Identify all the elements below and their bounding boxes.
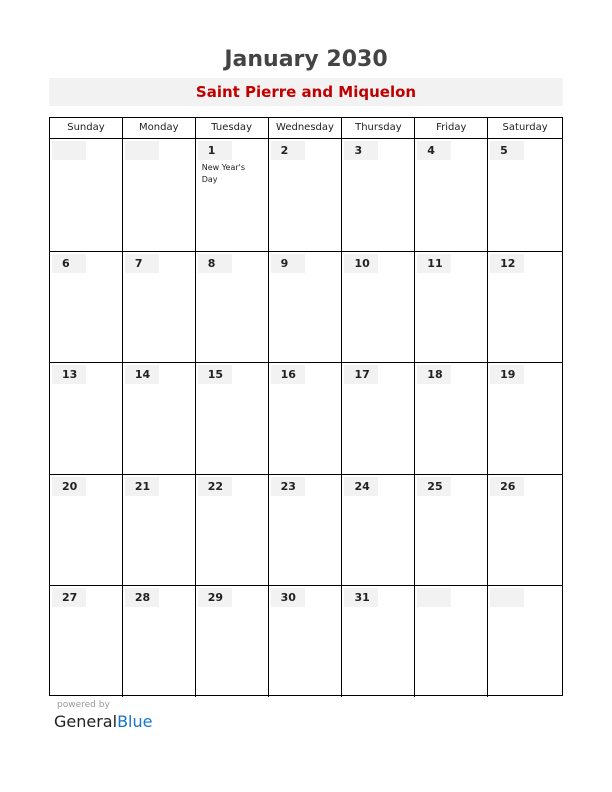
week-row bbox=[50, 139, 562, 251]
page-title: January 2030 bbox=[224, 47, 388, 72]
weekday-header-row bbox=[50, 118, 562, 139]
day-number bbox=[490, 588, 524, 607]
day-number: 15 bbox=[198, 365, 232, 384]
day-cell[interactable] bbox=[341, 252, 414, 363]
day-cell[interactable] bbox=[268, 586, 342, 697]
day-cell[interactable] bbox=[487, 252, 562, 363]
weekday-header: Tuesday bbox=[195, 118, 268, 138]
day-number: 25 bbox=[417, 477, 451, 496]
day-number: 21 bbox=[125, 477, 159, 496]
week-row bbox=[50, 251, 562, 363]
day-number: 1 bbox=[198, 141, 232, 160]
day-number: 10 bbox=[344, 254, 378, 273]
day-number: 6 bbox=[52, 254, 86, 273]
day-cell[interactable] bbox=[122, 252, 195, 363]
day-number: 4 bbox=[417, 141, 451, 160]
day-cell[interactable] bbox=[50, 363, 122, 474]
day-number bbox=[417, 588, 451, 607]
day-number: 9 bbox=[271, 254, 305, 273]
day-cell[interactable] bbox=[268, 252, 342, 363]
day-cell[interactable] bbox=[195, 363, 268, 474]
empty-day-cell bbox=[122, 139, 195, 251]
day-number: 31 bbox=[344, 588, 378, 607]
day-cell[interactable] bbox=[341, 586, 414, 697]
day-cell[interactable] bbox=[195, 475, 268, 586]
brand-blue: Blue bbox=[117, 712, 153, 731]
weekday-header: Saturday bbox=[487, 118, 562, 138]
day-number: 23 bbox=[271, 477, 305, 496]
day-number: 3 bbox=[344, 141, 378, 160]
day-cell[interactable] bbox=[268, 475, 342, 586]
region-band bbox=[49, 78, 563, 106]
empty-day-cell bbox=[414, 586, 487, 697]
day-cell[interactable] bbox=[50, 586, 122, 697]
brand-general: General bbox=[54, 712, 118, 731]
day-number: 8 bbox=[198, 254, 232, 273]
day-cell[interactable] bbox=[122, 475, 195, 586]
day-cell[interactable] bbox=[341, 139, 414, 251]
day-cell[interactable] bbox=[122, 586, 195, 697]
day-cell[interactable] bbox=[414, 139, 487, 251]
empty-day-cell bbox=[487, 586, 562, 697]
powered-by-label: powered by bbox=[57, 700, 110, 710]
week-row bbox=[50, 362, 562, 474]
day-cell[interactable] bbox=[268, 139, 342, 251]
day-cell[interactable] bbox=[414, 363, 487, 474]
day-number: 2 bbox=[271, 141, 305, 160]
week-row bbox=[50, 585, 562, 697]
day-cell[interactable] bbox=[414, 475, 487, 586]
day-number: 17 bbox=[344, 365, 378, 384]
day-number: 16 bbox=[271, 365, 305, 384]
day-number: 5 bbox=[490, 141, 524, 160]
day-number: 19 bbox=[490, 365, 524, 384]
day-cell[interactable] bbox=[487, 475, 562, 586]
day-cell[interactable] bbox=[195, 586, 268, 697]
day-cell[interactable] bbox=[414, 252, 487, 363]
day-number: 27 bbox=[52, 588, 86, 607]
weekday-header: Wednesday bbox=[268, 118, 342, 138]
day-cell[interactable] bbox=[341, 475, 414, 586]
weekday-header: Monday bbox=[122, 118, 195, 138]
day-number: 14 bbox=[125, 365, 159, 384]
weekday-header: Thursday bbox=[341, 118, 414, 138]
day-number: 12 bbox=[490, 254, 524, 273]
day-cell[interactable] bbox=[195, 252, 268, 363]
day-cell[interactable] bbox=[487, 139, 562, 251]
day-cell[interactable] bbox=[122, 363, 195, 474]
brand-logo[interactable] bbox=[54, 712, 152, 731]
day-cell[interactable] bbox=[268, 363, 342, 474]
holiday-label: New Year's Day bbox=[201, 163, 246, 184]
day-number bbox=[125, 141, 159, 160]
day-number bbox=[52, 141, 86, 160]
day-cell[interactable] bbox=[50, 475, 122, 586]
day-number: 13 bbox=[52, 365, 86, 384]
day-number: 11 bbox=[417, 254, 451, 273]
calendar-grid bbox=[49, 117, 563, 696]
day-cell[interactable] bbox=[487, 363, 562, 474]
day-cell[interactable] bbox=[341, 363, 414, 474]
week-row bbox=[50, 474, 562, 586]
day-number: 28 bbox=[125, 588, 159, 607]
day-cell[interactable] bbox=[195, 139, 268, 251]
day-number: 20 bbox=[52, 477, 86, 496]
weekday-header: Sunday bbox=[67, 122, 105, 133]
day-number: 7 bbox=[125, 254, 159, 273]
weeks-container bbox=[50, 139, 562, 697]
region-name: Saint Pierre and Miquelon bbox=[195, 83, 417, 101]
day-number: 22 bbox=[198, 477, 232, 496]
day-number: 30 bbox=[271, 588, 305, 607]
day-number: 24 bbox=[344, 477, 378, 496]
empty-day-cell bbox=[50, 139, 122, 251]
weekday-header: Friday bbox=[414, 118, 487, 138]
day-number: 29 bbox=[198, 588, 232, 607]
day-number: 18 bbox=[417, 365, 451, 384]
day-number: 26 bbox=[490, 477, 524, 496]
day-cell[interactable] bbox=[50, 252, 122, 363]
